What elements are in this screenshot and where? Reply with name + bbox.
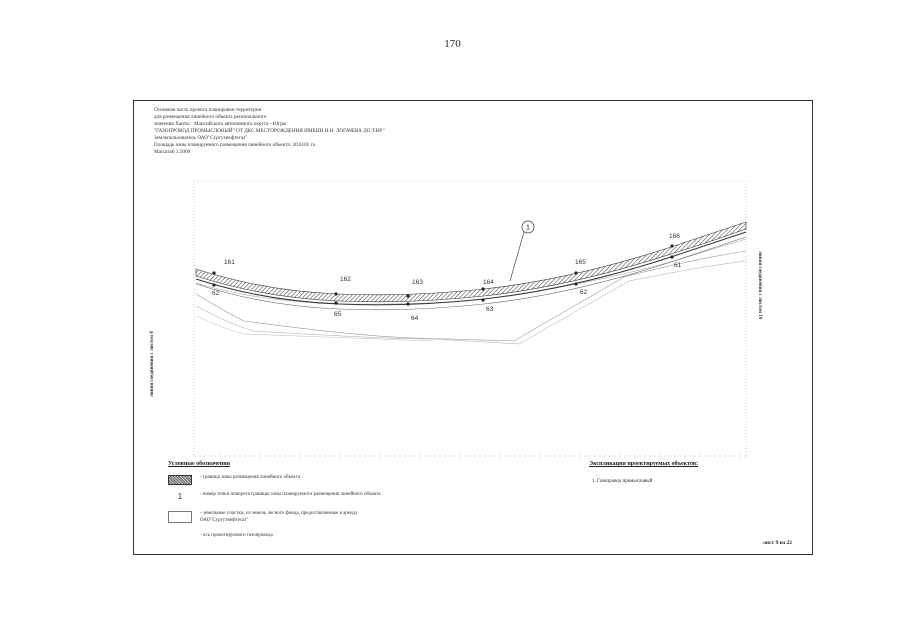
header-line: "ГАЗОПРОВОД ПРОМЫСЛОВЫЙ" ОТ ДКС МЕСТОРОЖДЕНИЯ ИМЕНИ И.Н. ЛОГАЧЕВА ДО Т.ВР.": [154, 128, 385, 134]
callout-leader: [510, 232, 524, 281]
legend-title: Условные обозначения: [168, 461, 230, 467]
turning-point: [574, 282, 577, 285]
point-label: 62: [580, 289, 588, 296]
header-line: для размещения линейного объекта регионального: [154, 114, 267, 120]
turning-point: [406, 302, 409, 305]
point-label: 64: [411, 315, 419, 322]
turning-point: [212, 283, 215, 286]
turning-point: [334, 292, 337, 295]
turning-point: [670, 244, 673, 247]
point-label: 162: [340, 276, 351, 283]
legend-text: - номер точки поворота границы зоны планируемого размещения линейного объекта: [200, 492, 381, 497]
turning-point: [212, 271, 215, 274]
header-line: значения Ханты - Мансийского автономного округа - Югры: [154, 121, 287, 127]
point-label: 164: [483, 279, 494, 286]
point-label: 166: [669, 233, 680, 240]
parcel-symbol: [168, 511, 192, 523]
turning-point: [574, 271, 577, 274]
turning-point: [481, 298, 484, 301]
legend-text: - земельные участки, из земель лесного фонда, предоставленные в аренду ОАО"Сургутнефтегаз": [200, 511, 358, 523]
header-line: Основная часть проекта планировки территории: [154, 107, 262, 113]
drawing-sheet: [133, 100, 813, 555]
zone-boundary: [196, 237, 746, 310]
point-label: 63: [486, 306, 494, 313]
point-number-symbol: 1: [177, 492, 183, 501]
legend-text: - граница зоны размещения линейного объекта: [200, 475, 301, 480]
explication-item: 1. Газопровод промысловый: [592, 479, 653, 484]
header-line: Площадь зоны планируемого размещения линейного объекта: 30,6101 га: [154, 142, 316, 148]
match-line-left: линия соединения с листом 8: [150, 331, 155, 397]
match-line-right: линия соединения с листом 10: [757, 251, 762, 320]
point-label: 161: [224, 259, 235, 266]
point-label: 165: [575, 259, 586, 266]
sheet-number: лист 9 из 22: [762, 540, 792, 546]
turning-point: [670, 255, 673, 258]
point-label: 62: [212, 290, 220, 297]
header-line: Масштаб 1:5000: [154, 149, 191, 155]
explication-title: Экспликация проектируемых объектов:: [589, 461, 699, 467]
turning-point: [481, 287, 484, 290]
hatch-symbol: [168, 475, 192, 485]
corridor-band: [196, 222, 746, 302]
callout-number: 1: [526, 224, 530, 232]
turning-point: [406, 294, 409, 297]
route-plan: [134, 101, 814, 556]
point-label: 163: [412, 279, 423, 286]
turning-point: [334, 301, 337, 304]
parcel-line: [196, 261, 746, 344]
point-label: 65: [334, 311, 342, 318]
legend-text: - ось проектируемого газопровода: [200, 533, 273, 538]
page-number: 170: [444, 38, 461, 50]
header-line: Землепользователь ОАО"Сургутнефтегаз": [154, 135, 248, 141]
point-label: 61: [674, 262, 682, 269]
